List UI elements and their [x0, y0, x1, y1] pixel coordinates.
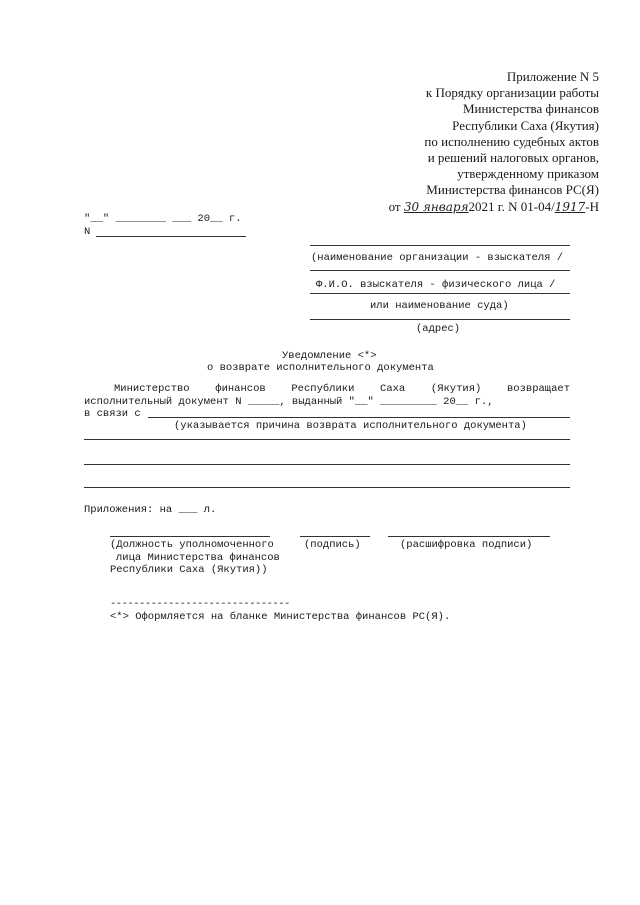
header-line: и решений налоговых органов,: [427, 150, 599, 166]
body-line-2: исполнительный документ N _____, выданный "__" _________ 20__ г.,: [84, 396, 494, 408]
signature-decode-label: (расшифровка подписи): [400, 539, 533, 551]
signature-position-line: [110, 536, 270, 537]
attachment-line: Приложения: на ___ л.: [84, 504, 217, 516]
recipient-address-label: (адрес): [416, 323, 461, 335]
recipient-line: [310, 245, 570, 246]
approval-header: [389, 69, 599, 215]
recipient-fio-label: Ф.И.О. взыскателя - физического лица /: [316, 279, 556, 291]
order-date-line: от 30 января2021 г. N 01-04/1917-Н: [388, 198, 599, 214]
signature-position-label: (Должность уполномоченного: [110, 539, 274, 551]
signature-decode-line: [388, 536, 550, 537]
recipient-org-label: (наименование организации - взыскателя /: [311, 252, 564, 264]
signature-position-label: Республики Саха (Якутия)): [110, 564, 268, 576]
header-line: Приложение N 5: [506, 69, 599, 84]
notice-number-prefix: N: [84, 226, 91, 238]
signature-position-label: лица Министерства финансов: [116, 552, 280, 564]
header-line: по исполнению судебных актов: [424, 133, 599, 149]
handwritten-order-number: 1917: [554, 199, 586, 214]
notice-number-line: [96, 236, 246, 237]
body-line-3: в связи с: [84, 408, 141, 420]
recipient-line: [310, 293, 570, 294]
header-line: утвержденному приказом: [457, 166, 599, 182]
reason-line: [148, 417, 570, 418]
handwritten-date: 30 января: [403, 199, 469, 214]
signature-label: (подпись): [304, 539, 361, 551]
recipient-line: [310, 270, 570, 271]
header-line: Министерства финансов: [462, 101, 599, 117]
header-line: Республики Саха (Якутия): [452, 117, 599, 133]
header-line: к Порядку организации работы: [425, 85, 599, 101]
notice-subtitle: о возврате исполнительного документа: [207, 362, 434, 374]
footnote-text: <*> Оформляется на бланке Министерства финансов РС(Я).: [110, 611, 451, 623]
header-line: Министерства финансов РС(Я): [426, 182, 599, 198]
reason-line: [84, 464, 570, 465]
notice-date-field: "__" ________ ___ 20__ г.: [84, 213, 242, 225]
recipient-court-label: или наименование суда): [370, 300, 509, 312]
signature-line: [300, 536, 370, 537]
reason-label: (указывается причина возврата исполнительного документа): [174, 420, 527, 432]
footnote-separator: -------------------------------: [110, 598, 290, 610]
reason-line: [84, 439, 570, 440]
notice-title: Уведомление <*>: [282, 350, 377, 362]
reason-line: [84, 487, 570, 488]
body-line-1: Министерство финансов Республики Саха (Якутия) возвращает: [114, 383, 570, 395]
recipient-address-line: [310, 319, 570, 320]
